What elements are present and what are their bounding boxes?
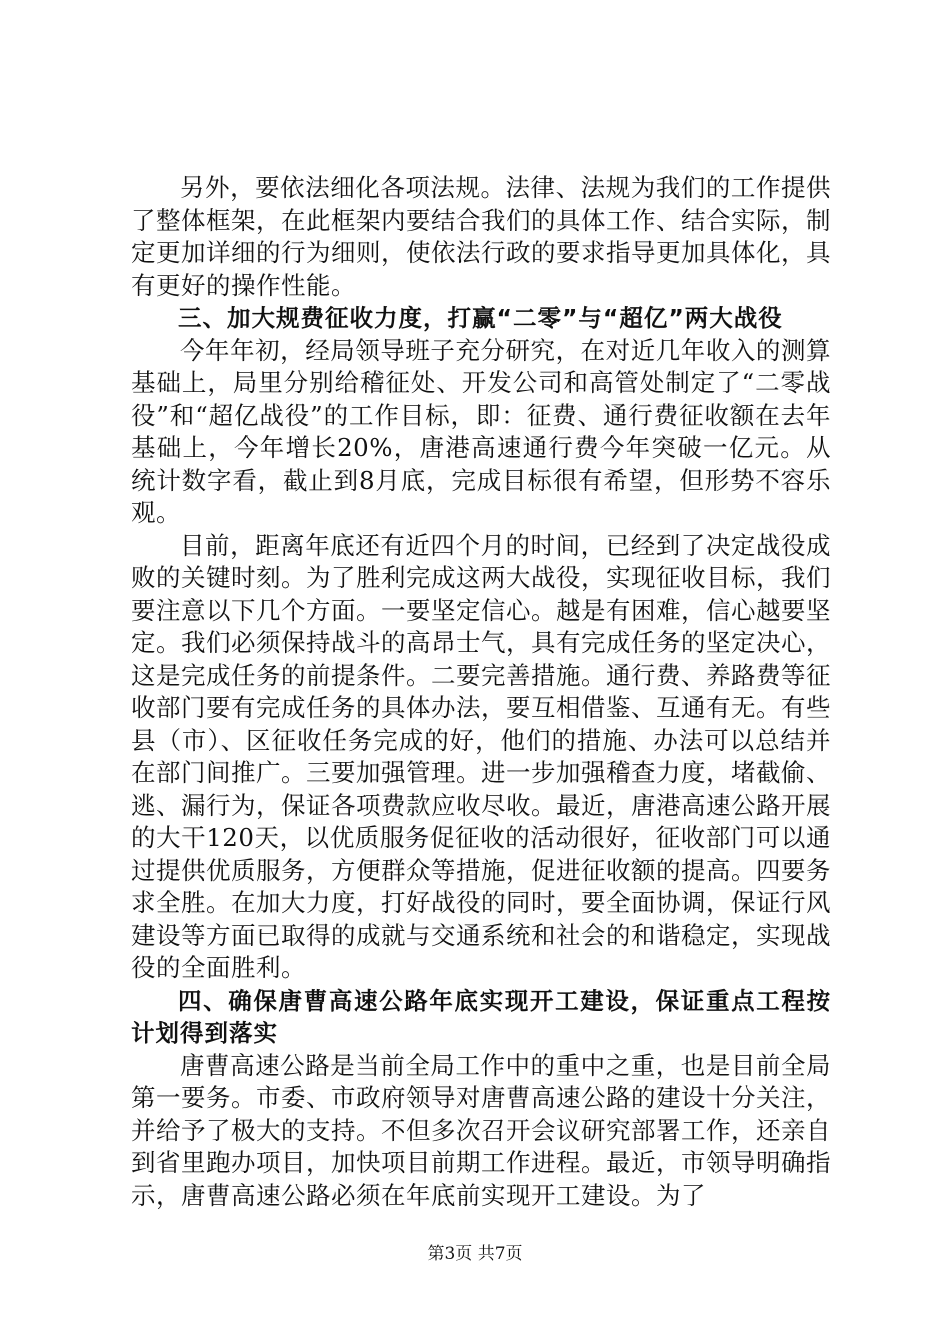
section-heading-three: 三、加大规费征收力度，打赢“二零”与“超亿”两大战役 <box>178 304 783 332</box>
paragraph-tangcao-highway: 唐曹高速公路是当前全局工作中的重中之重，也是目前全局第一要务。市委、市政府领导对唐曹高速公路的建设十分关注，并给予了极大的支持。不但多次召开会议研究部署工作，还亲自到省里跑办项目，加快项目前期工作进程。最近，市领导明确指示，唐曹高速公路必须在年底前实现开工建设。为了 <box>131 1050 831 1210</box>
section-heading-four: 四、确保唐曹高速公路年底实现开工建设，保证重点工程按计划得到落实 <box>131 986 831 1047</box>
paragraph-regulations: 另外，要依法细化各项法规。法律、法规为我们的工作提供了整体框架，在此框架内要结合我们的具体工作、结合实际，制定更加详细的行为细则，使依法行政的要求指导更加具体化，具有更好的操作性能。 <box>131 173 831 300</box>
paragraph-campaign-measures: 目前，距离年底还有近四个月的时间，已经到了决定战役成败的关键时刻。为了胜利完成这两大战役，实现征收目标，我们要注意以下几个方面。一要坚定信心。越是有困难，信心越要坚定。我们必须保持战斗的高昂士气，具有完成任务的坚定决心，这是完成任务的前提条件。二要完善措施。通行费、养路费等征收部门要有完成任务的具体办法，要互相借鉴、互通有无。有些县（市）、区征收任务完成的好，他们的措施、办法可以总结并在部门间推广。三要加强管理。进一步加强稽查力度，堵截偷、逃、漏行为，保证各项费款应收尽收。最近，唐港高速公路开展的大干120天，以优质服务促征收的活动很好，征收部门可以通过提供优质服务，方便群众等措施，促进征收额的提高。四要务求全胜。在加大力度，打好战役的同时，要全面协调，保证行风建设等方面已取得的成就与交通系统和社会的和谐稳定，实现战役的全面胜利。 <box>131 530 831 982</box>
page-number-footer: 第3页 共7页 <box>427 1244 523 1264</box>
document-body <box>131 172 831 1212</box>
paragraph-campaign-goals: 今年年初，经局领导班子充分研究，在对近几年收入的测算基础上，局里分别给稽征处、开发公司和高管处制定了“二零战役”和“超亿战役”的工作目标，即：征费、通行费征收额在去年基础上，今年增长20%，唐港高速通行费今年突破一亿元。从统计数字看，截止到8月底，完成目标很有希望，但形势不容乐观。 <box>131 335 831 527</box>
